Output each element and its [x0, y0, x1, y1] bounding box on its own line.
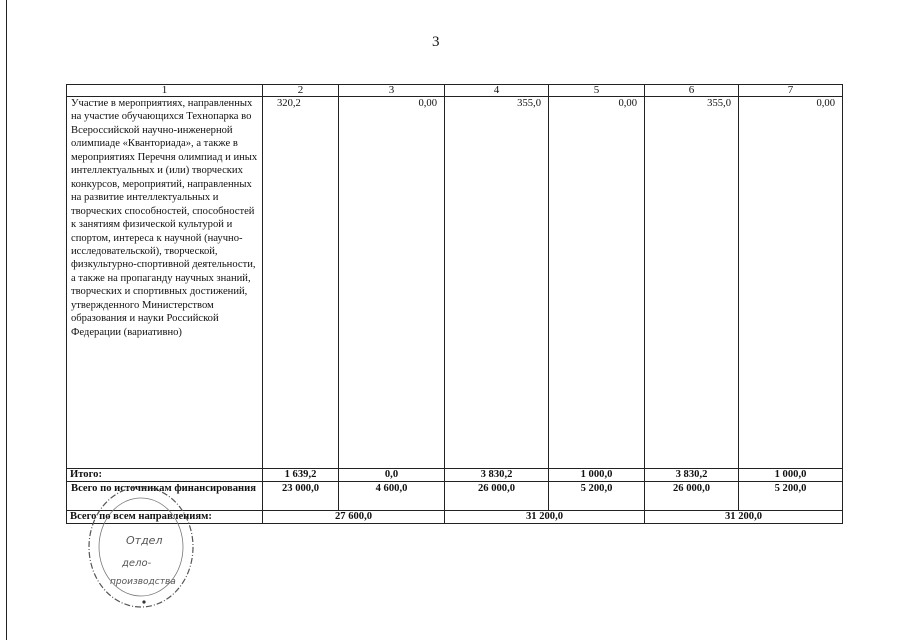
- total-row: [67, 469, 843, 482]
- left-margin-line: [6, 0, 7, 640]
- table-cell: 26 000,0: [645, 482, 739, 511]
- header-row: [67, 85, 843, 97]
- table-cell: 3 830,2: [645, 469, 739, 482]
- table-cell: 0,0: [339, 469, 445, 482]
- table-cell: 5 200,0: [549, 482, 645, 511]
- stamp-text: производства: [110, 577, 176, 587]
- column-header: 7: [739, 85, 843, 97]
- column-header: 4: [445, 85, 549, 97]
- table-cell: 1 639,2: [263, 469, 339, 482]
- table-cell: 27 600,0: [263, 511, 445, 524]
- table-cell: 1 000,0: [739, 469, 843, 482]
- table-cell: 355,0: [645, 97, 739, 469]
- table-cell: 320,2: [263, 97, 339, 469]
- table-cell: 5 200,0: [739, 482, 843, 511]
- row-label: Всего по источникам финансирования: [67, 482, 263, 511]
- column-header: 1: [67, 85, 263, 97]
- row-label: Всего по всем направлениям:: [67, 511, 263, 524]
- column-header: 3: [339, 85, 445, 97]
- office-stamp: [86, 484, 196, 610]
- table-cell: 3 830,2: [445, 469, 549, 482]
- column-header: 6: [645, 85, 739, 97]
- column-header: 2: [263, 85, 339, 97]
- table-cell: 31 200,0: [645, 511, 843, 524]
- table-cell: 0,00: [339, 97, 445, 469]
- page-number: 3: [432, 34, 440, 50]
- activity-description: Участие в мероприятиях, направленных на участие обучающихся Технопарка во Всероссийской научно-инженерной олимпиаде «Кванториада», а также в мероприятиях Перечня олимпиад и иных интеллектуальных и (или) творческих конкурсов, мероприятий, направленных на развитие интеллектуальных и творческих способностей, способностей к занятиям физической культурой и спортом, интереса к научной (научно-исследовательской), творческой, физкультурно-спортивной деятельности, а также на пропаганду научных знаний, творческих и спортивных достижений, утвержденного Министерством образования и науки Российской Федерации (вариативно): [67, 97, 263, 469]
- table-cell: 31 200,0: [445, 511, 645, 524]
- column-header: 5: [549, 85, 645, 97]
- table-cell: 0,00: [549, 97, 645, 469]
- table-cell: 26 000,0: [445, 482, 549, 511]
- table-row: [67, 97, 843, 469]
- row-label: Итого:: [67, 469, 263, 482]
- table-cell: 23 000,0: [263, 482, 339, 511]
- table-cell: 4 600,0: [339, 482, 445, 511]
- table-cell: 355,0: [445, 97, 549, 469]
- table-cell: 0,00: [739, 97, 843, 469]
- stamp-text: дело-: [122, 558, 152, 569]
- stamp-text: Отдел: [126, 534, 163, 547]
- table-cell: 1 000,0: [549, 469, 645, 482]
- budget-table: [66, 84, 843, 524]
